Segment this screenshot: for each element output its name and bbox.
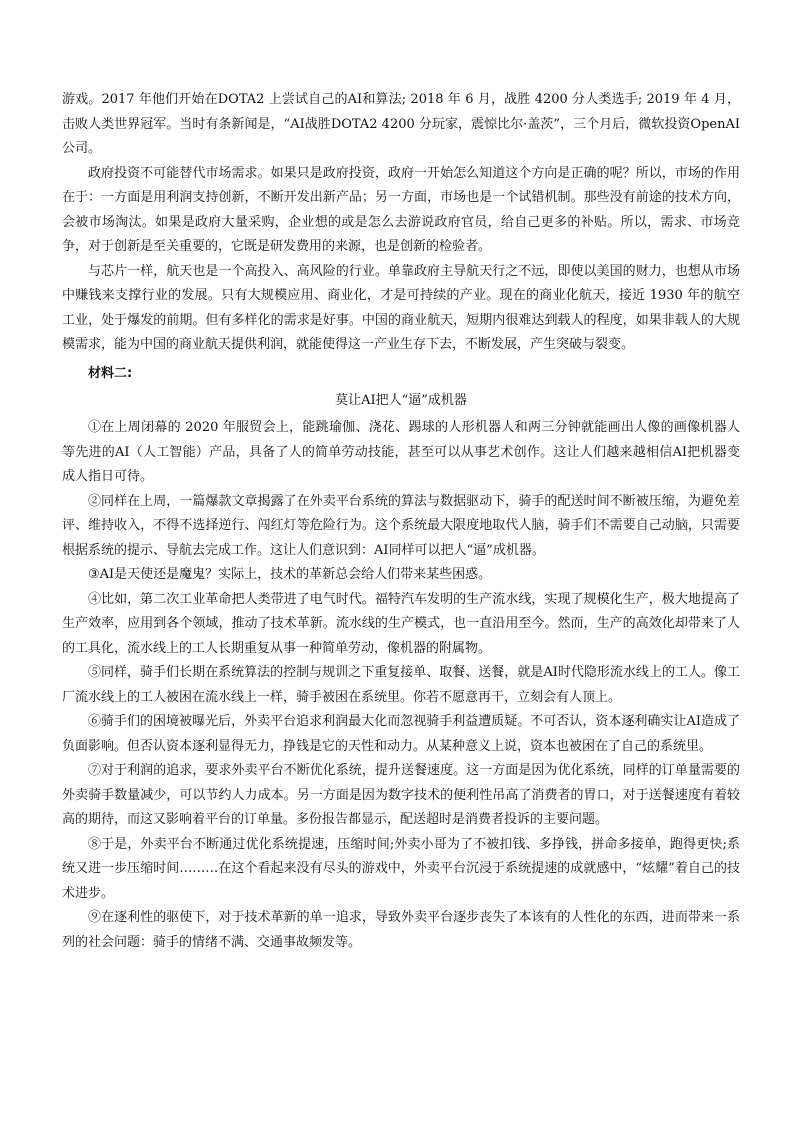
paragraph-7: ⑦对于利润的追求，要求外卖平台不断优化系统，提升送餐速度。这一方面是因为优化系统，同样的订单量需要的外卖骑手数量减少，可以节约人力成本。另一方面是因为数字技术的便利性吊高了消费者的胃口，对于送餐速度有着较高的期待，而这又影响着平台的订单量。多份报告都显示，配送超时是消费者投诉的主要问题。 [62, 763, 740, 827]
paragraph-6: ⑥骑手们的困境被曝光后，外卖平台追求利润最大化而忽视骑手利益遭质疑。不可否认，资本逐利确实让AI造成了负面影响。但否认资本逐利显得无力，挣钱是它的天性和动力。从某种意义上说，资本也被困在了自己的系统里。 [62, 714, 740, 754]
document-page [62, 88, 740, 955]
paragraph-aerospace: 与芯片一样，航天也是一个高投入、高风险的行业。单靠政府主导航天行之不远，即使以美国的财力，也想从市场中赚钱来支撑行业的发展。只有大规模应用、商业化，才是可持续的产业。现在的商业化航天，接近 1930 年的航空工业，处于爆发的前期。但有多样化的需求是好事。中国的商业航天，短期内很难达到载人的程度，如果非载人的大规模需求，能为中国的商业航天提供利润，就能使得这一产业生存下去，不断发展，产生突破与裂变。 [62, 263, 740, 352]
paragraph-9: ⑨在逐利性的驱使下，对于技术革新的单一追求，导致外卖平台逐步丧失了本该有的人性化的东西，进而带来一系列的社会问题：骑手的情绪不满、交通事故频发等。 [62, 910, 740, 950]
paragraph-5: ⑤同样，骑手们长期在系统算法的控制与规训之下重复接单、取餐、送餐，就是AI时代隐形流水线上的工人。像工厂流水线上的工人被困在流水线上一样，骑手被困在系统里。你若不愿意再干，立刻会有人顶上。 [62, 665, 740, 705]
paragraph-3: ③AI是天使还是魔鬼？实际上，技术的革新总会给人们带来某些困惑。 [88, 567, 492, 582]
article-title: 莫让AI把人“逼”成机器 [335, 393, 467, 408]
paragraph-4: ④比如，第二次工业革命把人类带进了电气时代。福特汽车发明的生产流水线，实现了规模化生产，极大地提高了生产效率，应用到各个领域，推动了技术革新。流水线的生产模式，也一直沿用至今。然而，生产的高效化却带来了人的工具化，流水线上的工人长期重复从事一种简单劳动，像机器的附属物。 [62, 591, 740, 656]
material-two-heading: 材料二: [88, 365, 133, 381]
paragraph-2: ②同样在上周，一篇爆款文章揭露了在外卖平台系统的算法与数据驱动下，骑手的配送时间不断被压缩，为避免差评、维持收入，不得不选择逆行、闯红灯等危险行为。这个系统最大限度地取代人脑，骑手们不需要自己动脑，只需要根据系统的提示、导航去完成工作。这让人们意识到：AI同样可以把人“逼”成机器。 [62, 493, 740, 558]
paragraph-8: ⑧于是，外卖平台不断通过优化系统提速，压缩时间;外卖小哥为了不被扣钱、多挣钱，拼命多接单，跑得更快;系统又进一步压缩时间………在这个看起来没有尽头的游戏中，外卖平台沉浸于系统提速的成就感中，“炫耀”着自己的技术进步。 [62, 836, 740, 901]
paragraph-1: ①在上周闭幕的 2020 年服贸会上，能跳瑜伽、浇花、踢球的人形机器人和两三分钟就能画出人像的画像机器人等先进的AI（人工智能）产品，具备了人的简单劳动技能，甚至可以从事艺术创作。这让人们越来越相信AI把机器变成人指日可待。 [62, 420, 740, 484]
paragraph-government-investment: 政府投资不可能替代市场需求。如果只是政府投资，政府一开始怎么知道这个方向是正确的呢？所以，市场的作用在于：一方面是用利润支持创新，不断开发出新产品；另一方面，市场也是一个试错机制。那些没有前途的技术方向，会被市场淘汰。如果是政府大量采购，企业想的或是怎么去游说政府官员，给自己更多的补贴。所以，需求、市场竞争，对于创新是至关重要的，它既是研发费用的来源，也是创新的检验者。 [62, 165, 740, 254]
paragraph-continuation: 游戏。2017 年他们开始在DOTA2 上尝试自己的AI和算法; 2018 年 6 月，战胜 4200 分人类选手; 2019 年 4 月，击败人类世界冠军。当时有条新闻是，“AI战胜DOTA2 4200 分玩家，震惊比尔·盖茨”，三个月后，微软投资OpenAI 公司。 [62, 92, 740, 156]
